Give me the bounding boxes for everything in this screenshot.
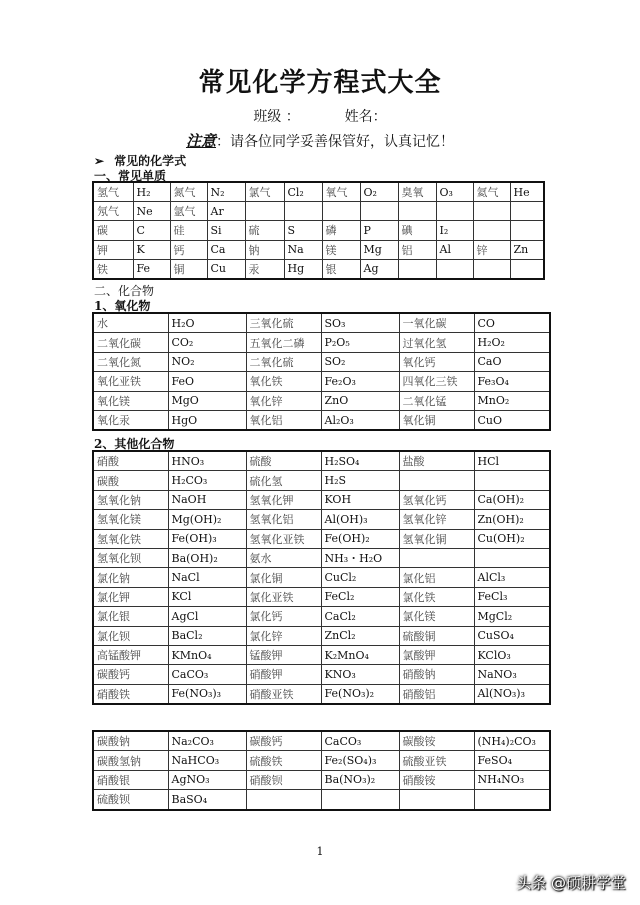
compound-name-cell: 硝酸铁 [93, 684, 168, 704]
formula-cell: SO₂ [321, 352, 399, 371]
compound-name-cell: 氧化镁 [93, 391, 168, 410]
compound-name-cell: 五氧化二磷 [246, 333, 321, 352]
formula-cell: Fe(NO₃)₃ [168, 684, 246, 704]
table-row [93, 645, 550, 664]
compound-name-cell: 氯化钙 [246, 607, 321, 626]
compound-name-cell: 氧化铁 [246, 372, 321, 391]
class-label: 班级 ： [253, 109, 300, 125]
compound-name-cell: 过氧化氢 [399, 333, 474, 352]
compound-name-cell: 氖气 [93, 202, 133, 221]
formula-cell: NH₄NO₃ [474, 770, 550, 789]
formula-cell: NaNO₃ [474, 665, 550, 684]
compound-name-cell: 氯化铜 [246, 568, 321, 587]
compound-name-cell [473, 202, 510, 221]
notice-text: ：请各位同学妥善保管好，认真记忆！ [216, 134, 454, 150]
formula-cell [474, 471, 550, 490]
subheading-compounds: 二、化合物 [94, 284, 155, 298]
formula-cell: FeO [168, 372, 246, 391]
compound-name-cell: 氢氧化钡 [93, 548, 168, 567]
compound-name-cell: 氢氧化铝 [246, 510, 321, 529]
table-row [93, 751, 550, 770]
compound-name-cell: 水 [93, 313, 168, 333]
formula-cell: Ba(NO₃)₂ [321, 770, 399, 789]
compound-name-cell: 氢氧化钾 [246, 490, 321, 509]
compound-name-cell: 钠 [245, 240, 284, 259]
compound-name-cell: 硫酸铁 [246, 751, 321, 770]
subheading-oxides: 1、氧化物 [94, 299, 151, 313]
table-row [93, 529, 550, 548]
notice-label: 注意 [185, 132, 216, 150]
compound-name-cell: 氯化钠 [93, 568, 168, 587]
table-row [93, 240, 544, 259]
formula-cell: Ba(OH)₂ [168, 548, 246, 567]
formula-cell: KClO₃ [474, 645, 550, 664]
compound-name-cell [473, 259, 510, 279]
compound-name-cell: 氧化亚铁 [93, 372, 168, 391]
formula-cell: P₂O₅ [321, 333, 399, 352]
subheading-others: 2、其他化合物 [94, 437, 175, 451]
formula-cell: Fe₃O₄ [474, 372, 550, 391]
formula-cell: Fe₂(SO₄)₃ [321, 751, 399, 770]
compound-name-cell: 氯化亚铁 [246, 587, 321, 606]
formula-cell: MnO₂ [474, 391, 550, 410]
table-row [93, 333, 550, 352]
formula-cell: Fe [133, 259, 170, 279]
compound-name-cell: 钾 [93, 240, 133, 259]
compound-name-cell: 二氧化硫 [246, 352, 321, 371]
formula-cell [360, 202, 398, 221]
formula-cell: Fe(NO₃)₂ [321, 684, 399, 704]
table-row [93, 221, 544, 240]
compound-name-cell: 锰酸钾 [246, 645, 321, 664]
formula-cell: Al(NO₃)₃ [474, 684, 550, 704]
formula-cell: K₂MnO₄ [321, 645, 399, 664]
formula-cell: AgNO₃ [168, 770, 246, 789]
formula-cell: CaO [474, 352, 550, 371]
formula-cell: He [510, 182, 544, 202]
compound-name-cell: 氯化钾 [93, 587, 168, 606]
formula-cell: H₂CO₃ [168, 471, 246, 490]
formula-cell: I₂ [436, 221, 473, 240]
formula-cell: Mg [360, 240, 398, 259]
compound-name-cell: 氯化银 [93, 607, 168, 626]
compound-name-cell: 氯化镁 [399, 607, 474, 626]
formula-cell: ZnCl₂ [321, 626, 399, 645]
formula-cell: Cl₂ [284, 182, 322, 202]
elements-table [92, 181, 545, 280]
compound-name-cell: 氢氧化镁 [93, 510, 168, 529]
formula-cell: CO [474, 313, 550, 333]
table-row [93, 548, 550, 567]
formula-cell: HCl [474, 451, 550, 471]
compound-name-cell: 汞 [245, 259, 284, 279]
formula-cell: BaSO₄ [168, 790, 246, 810]
formula-cell: FeCl₃ [474, 587, 550, 606]
formula-cell: Fe₂O₃ [321, 372, 399, 391]
formula-cell: H₂SO₄ [321, 451, 399, 471]
formula-cell: CuO [474, 410, 550, 430]
compounds-table-2 [92, 730, 551, 811]
formula-cell: (NH₄)₂CO₃ [474, 731, 550, 751]
table-row [93, 607, 550, 626]
class-name-line [0, 106, 640, 126]
table-row [93, 770, 550, 789]
compound-name-cell: 氧化钙 [399, 352, 474, 371]
compound-name-cell: 氧化锌 [246, 391, 321, 410]
compound-name-cell: 硫 [245, 221, 284, 240]
formula-cell [436, 259, 473, 279]
formula-cell: Ca(OH)₂ [474, 490, 550, 509]
table-row [93, 352, 550, 371]
compound-name-cell: 碳酸氢钠 [93, 751, 168, 770]
formula-cell: KOH [321, 490, 399, 509]
compound-name-cell: 氧化汞 [93, 410, 168, 430]
formula-cell: KCl [168, 587, 246, 606]
compound-name-cell: 二氧化氮 [93, 352, 168, 371]
formula-cell: HNO₃ [168, 451, 246, 471]
formula-cell: FeSO₄ [474, 751, 550, 770]
compound-name-cell [399, 790, 474, 810]
compound-name-cell: 硫酸 [246, 451, 321, 471]
formula-cell [436, 202, 473, 221]
formula-cell [474, 790, 550, 810]
compound-name-cell: 三氧化硫 [246, 313, 321, 333]
formula-cell [510, 221, 544, 240]
formula-cell: Ne [133, 202, 170, 221]
formula-cell: AlCl₃ [474, 568, 550, 587]
formula-cell: Ag [360, 259, 398, 279]
formula-cell: Cu(OH)₂ [474, 529, 550, 548]
compound-name-cell: 氧化铜 [399, 410, 474, 430]
formula-cell: HgO [168, 410, 246, 430]
compound-name-cell: 钙 [170, 240, 207, 259]
compound-name-cell: 硫化氢 [246, 471, 321, 490]
formula-cell: O₃ [436, 182, 473, 202]
compound-name-cell: 高锰酸钾 [93, 645, 168, 664]
formula-cell: P [360, 221, 398, 240]
formula-cell: Si [207, 221, 245, 240]
compound-name-cell: 氢氧化钙 [399, 490, 474, 509]
formula-cell: Na [284, 240, 322, 259]
formula-cell: MgO [168, 391, 246, 410]
formula-cell: CO₂ [168, 333, 246, 352]
formula-cell [321, 790, 399, 810]
formula-cell: H₂S [321, 471, 399, 490]
compound-name-cell: 氧化铝 [246, 410, 321, 430]
compound-name-cell [473, 221, 510, 240]
formula-cell: AgCl [168, 607, 246, 626]
table-row [93, 587, 550, 606]
formula-cell: K [133, 240, 170, 259]
table-row [93, 626, 550, 645]
page-number: 1 [316, 845, 324, 858]
table-row [93, 568, 550, 587]
compound-name-cell: 臭氧 [398, 182, 436, 202]
formula-cell: ZnO [321, 391, 399, 410]
formula-cell: O₂ [360, 182, 398, 202]
compound-name-cell: 氢氧化铜 [399, 529, 474, 548]
formula-cell: NaCl [168, 568, 246, 587]
formula-cell: NaHCO₃ [168, 751, 246, 770]
table-row [93, 510, 550, 529]
compound-name-cell [399, 548, 474, 567]
section-heading-text: 常见的化学式 [114, 154, 187, 168]
formula-cell: Al(OH)₃ [321, 510, 399, 529]
formula-cell [474, 548, 550, 567]
compound-name-cell: 碘 [398, 221, 436, 240]
compound-name-cell: 氦气 [473, 182, 510, 202]
compound-name-cell: 盐酸 [399, 451, 474, 471]
compound-name-cell: 碳酸铵 [399, 731, 474, 751]
formula-cell: H₂O₂ [474, 333, 550, 352]
compound-name-cell: 硝酸铝 [399, 684, 474, 704]
compound-name-cell: 氩气 [170, 202, 207, 221]
compound-name-cell [398, 202, 436, 221]
formula-cell: H₂O [168, 313, 246, 333]
table-row [93, 790, 550, 810]
compound-name-cell: 碳酸钙 [246, 731, 321, 751]
formula-cell: Mg(OH)₂ [168, 510, 246, 529]
formula-cell: S [284, 221, 322, 240]
formula-cell: Al₂O₃ [321, 410, 399, 430]
compound-name-cell: 硫酸亚铁 [399, 751, 474, 770]
formula-cell: CaCO₃ [321, 731, 399, 751]
formula-cell: Na₂CO₃ [168, 731, 246, 751]
formula-cell: Ar [207, 202, 245, 221]
formula-cell: Ca [207, 240, 245, 259]
formula-cell: H₂ [133, 182, 170, 202]
table-row [93, 471, 550, 490]
formula-cell: NH₃・H₂O [321, 548, 399, 567]
compound-name-cell: 碳酸钠 [93, 731, 168, 751]
formula-cell: Cu [207, 259, 245, 279]
formula-cell: Fe(OH)₃ [168, 529, 246, 548]
compound-name-cell: 氢氧化铁 [93, 529, 168, 548]
formula-cell [284, 202, 322, 221]
compound-name-cell: 氢氧化亚铁 [246, 529, 321, 548]
table-row [93, 391, 550, 410]
compound-name-cell: 铁 [93, 259, 133, 279]
compound-name-cell [245, 202, 284, 221]
subheading-elements: 一、常见单质 [94, 169, 167, 183]
table-row [93, 410, 550, 430]
formula-cell: CaCO₃ [168, 665, 246, 684]
compound-name-cell: 硝酸 [93, 451, 168, 471]
compound-name-cell: 碳酸 [93, 471, 168, 490]
formula-cell: KNO₃ [321, 665, 399, 684]
compound-name-cell: 铝 [398, 240, 436, 259]
watermark: 头条 @硕耕学堂 [516, 874, 626, 892]
formula-cell: BaCl₂ [168, 626, 246, 645]
compound-name-cell: 铜 [170, 259, 207, 279]
compound-name-cell: 锌 [473, 240, 510, 259]
compound-name-cell [399, 471, 474, 490]
table-row [93, 665, 550, 684]
compound-name-cell: 氯化锌 [246, 626, 321, 645]
compound-name-cell: 四氧化三铁 [399, 372, 474, 391]
formula-cell [510, 202, 544, 221]
compound-name-cell: 氮气 [170, 182, 207, 202]
formula-cell: KMnO₄ [168, 645, 246, 664]
compound-name-cell: 氢氧化锌 [399, 510, 474, 529]
table-row [93, 202, 544, 221]
compound-name-cell: 硫酸铜 [399, 626, 474, 645]
compound-name-cell: 硝酸银 [93, 770, 168, 789]
formula-cell: MgCl₂ [474, 607, 550, 626]
table-row [93, 731, 550, 751]
formula-cell: NaOH [168, 490, 246, 509]
name-label: 姓名： [344, 109, 387, 125]
compound-name-cell: 氨水 [246, 548, 321, 567]
compound-name-cell: 硫酸钡 [93, 790, 168, 810]
formula-cell: Fe(OH)₂ [321, 529, 399, 548]
compounds-table-1 [92, 450, 551, 705]
compound-name-cell: 氯化钡 [93, 626, 168, 645]
formula-cell: NO₂ [168, 352, 246, 371]
arrow-icon: ➢ [94, 154, 105, 168]
compound-name-cell: 磷 [322, 221, 360, 240]
compound-name-cell: 二氧化锰 [399, 391, 474, 410]
compound-name-cell: 硝酸亚铁 [246, 684, 321, 704]
oxides-table [92, 312, 551, 431]
formula-cell: C [133, 221, 170, 240]
formula-cell: Al [436, 240, 473, 259]
compound-name-cell: 银 [322, 259, 360, 279]
compound-name-cell: 硝酸钡 [246, 770, 321, 789]
compound-name-cell: 硅 [170, 221, 207, 240]
compound-name-cell: 一氧化碳 [399, 313, 474, 333]
compound-name-cell: 氢气 [93, 182, 133, 202]
formula-cell: CaCl₂ [321, 607, 399, 626]
compound-name-cell [246, 790, 321, 810]
formula-cell: CuCl₂ [321, 568, 399, 587]
table-row [93, 451, 550, 471]
compound-name-cell: 硝酸铵 [399, 770, 474, 789]
page-title: 常见化学方程式大全 [198, 68, 442, 98]
compound-name-cell: 碳 [93, 221, 133, 240]
formula-cell: Zn [510, 240, 544, 259]
compound-name-cell: 氧气 [322, 182, 360, 202]
compound-name-cell: 氯化铁 [399, 587, 474, 606]
compound-name-cell: 二氧化碳 [93, 333, 168, 352]
formula-cell: SO₃ [321, 313, 399, 333]
formula-cell: N₂ [207, 182, 245, 202]
compound-name-cell: 镁 [322, 240, 360, 259]
compound-name-cell [398, 259, 436, 279]
formula-cell: Hg [284, 259, 322, 279]
compound-name-cell: 氯酸钾 [399, 645, 474, 664]
formula-cell: FeCl₂ [321, 587, 399, 606]
table-row [93, 182, 544, 202]
compound-name-cell: 硝酸钾 [246, 665, 321, 684]
formula-cell: CuSO₄ [474, 626, 550, 645]
table-row [93, 259, 544, 279]
table-row [93, 313, 550, 333]
compound-name-cell: 氯化铝 [399, 568, 474, 587]
formula-cell: Zn(OH)₂ [474, 510, 550, 529]
table-row [93, 684, 550, 704]
compound-name-cell: 氯气 [245, 182, 284, 202]
notice-line [0, 130, 640, 151]
table-row [93, 372, 550, 391]
compound-name-cell: 碳酸钙 [93, 665, 168, 684]
formula-cell [510, 259, 544, 279]
compound-name-cell: 氢氧化钠 [93, 490, 168, 509]
table-row [93, 490, 550, 509]
compound-name-cell [322, 202, 360, 221]
compound-name-cell: 硝酸钠 [399, 665, 474, 684]
